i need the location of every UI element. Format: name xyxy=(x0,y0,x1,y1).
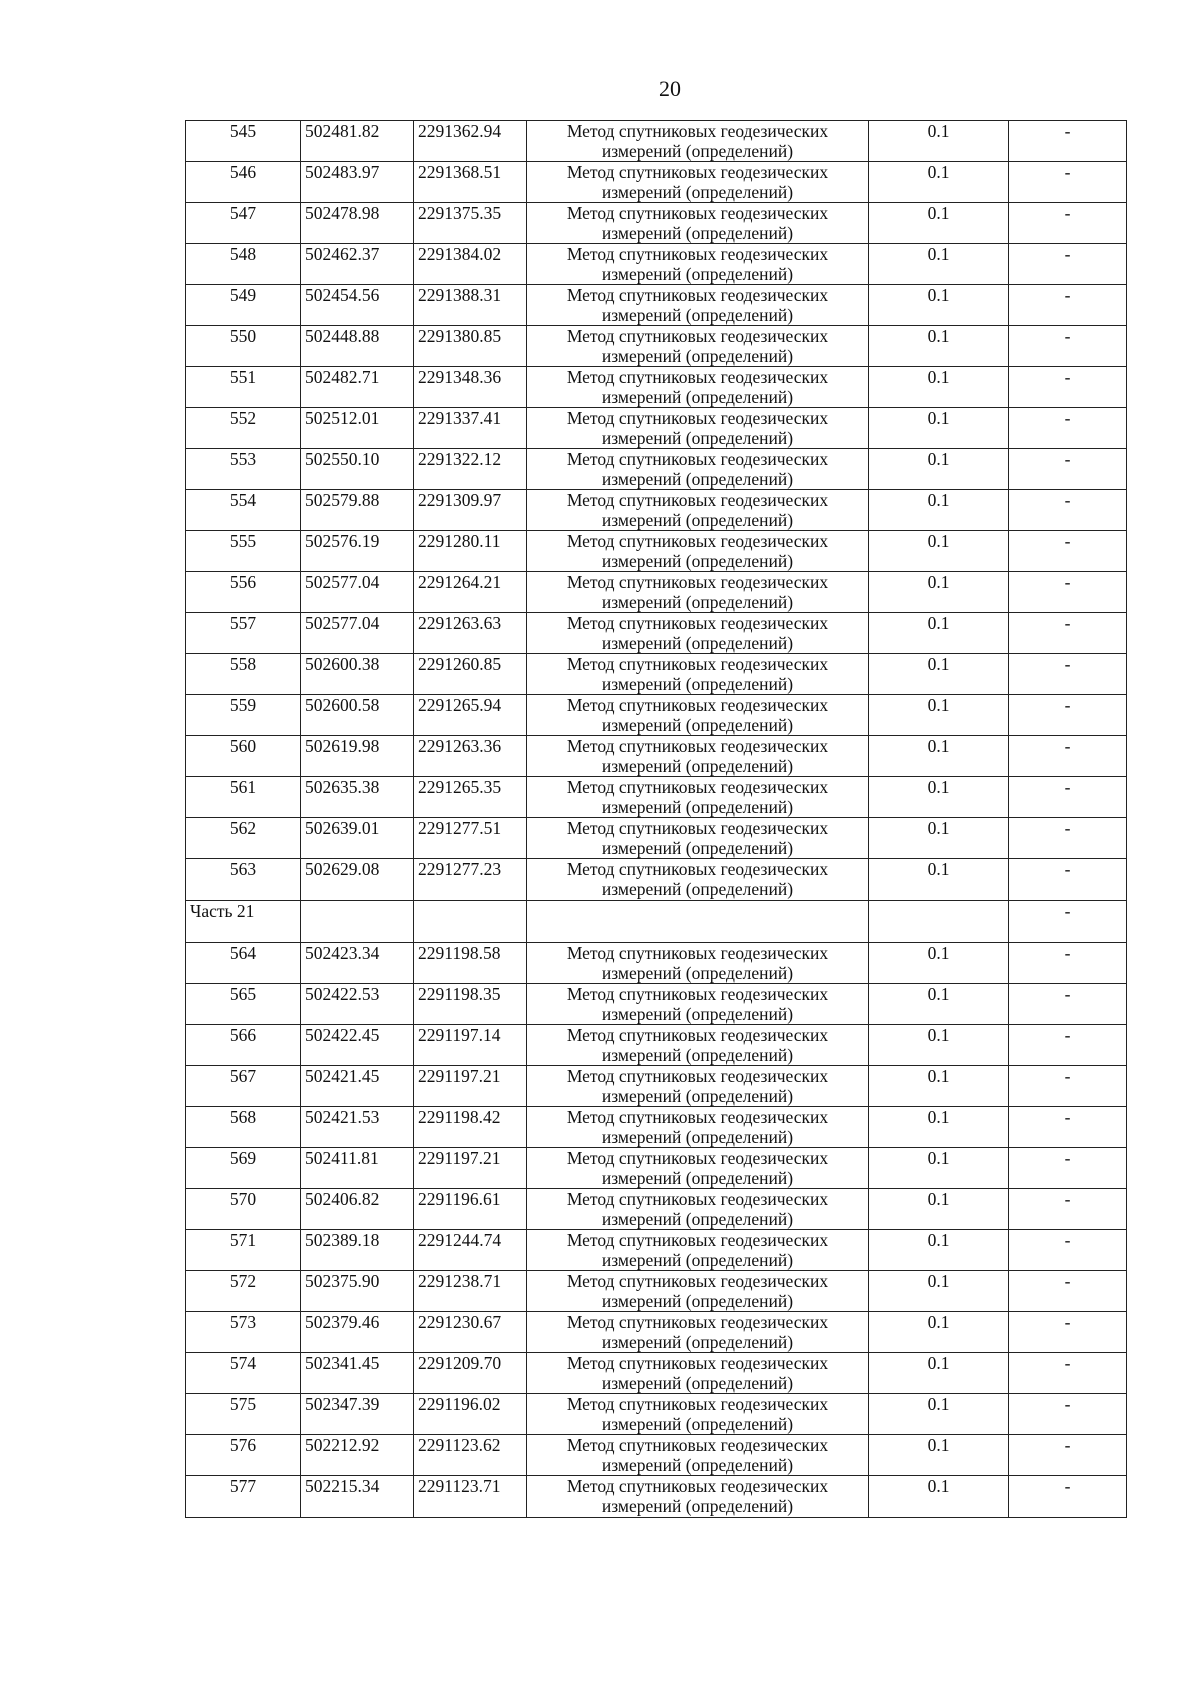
table-body-part-21 xyxy=(186,943,1127,1518)
coordinate-x: 502576.19 xyxy=(301,531,414,572)
accuracy-cell: 0.1 xyxy=(869,408,1009,449)
coordinate-y: 2291277.23 xyxy=(414,859,527,901)
coordinate-x: 502639.01 xyxy=(301,818,414,859)
table-row xyxy=(186,1435,1127,1476)
part-label: Часть 21 xyxy=(186,901,301,943)
point-number: 564 xyxy=(186,943,301,984)
method-cell: Метод спутниковых геодезических измерений (определений) xyxy=(527,818,869,859)
point-number: 554 xyxy=(186,490,301,531)
coordinate-y: 2291197.21 xyxy=(414,1148,527,1189)
coordinate-x: 502481.82 xyxy=(301,121,414,162)
coordinate-x: 502600.58 xyxy=(301,695,414,736)
page-number: 20 xyxy=(659,76,681,101)
method-cell: Метод спутниковых геодезических измерений (определений) xyxy=(527,572,869,613)
table-row xyxy=(186,244,1127,285)
table-row xyxy=(186,1394,1127,1435)
part-header-row xyxy=(186,901,1127,943)
coordinate-x: 502448.88 xyxy=(301,326,414,367)
coordinate-y: 2291238.71 xyxy=(414,1271,527,1312)
coordinate-x: 502422.53 xyxy=(301,984,414,1025)
point-number: 547 xyxy=(186,203,301,244)
coordinate-x: 502411.81 xyxy=(301,1148,414,1189)
accuracy-cell: 0.1 xyxy=(869,326,1009,367)
table-row xyxy=(186,449,1127,490)
point-number: 548 xyxy=(186,244,301,285)
table-row xyxy=(186,1312,1127,1353)
accuracy-cell: 0.1 xyxy=(869,1148,1009,1189)
method-cell: Метод спутниковых геодезических измерений (определений) xyxy=(527,654,869,695)
extra-cell: - xyxy=(1009,777,1127,818)
extra-cell: - xyxy=(1009,654,1127,695)
accuracy-cell: 0.1 xyxy=(869,1394,1009,1435)
coordinate-x: 502212.92 xyxy=(301,1435,414,1476)
accuracy-cell: 0.1 xyxy=(869,1353,1009,1394)
point-number: 576 xyxy=(186,1435,301,1476)
coordinate-x: 502600.38 xyxy=(301,654,414,695)
coordinate-x: 502462.37 xyxy=(301,244,414,285)
coordinate-y: 2291388.31 xyxy=(414,285,527,326)
point-number: 566 xyxy=(186,1025,301,1066)
table-row xyxy=(186,1230,1127,1271)
coordinate-y: 2291264.21 xyxy=(414,572,527,613)
table-row xyxy=(186,1107,1127,1148)
coordinate-x: 502478.98 xyxy=(301,203,414,244)
accuracy-cell: 0.1 xyxy=(869,1230,1009,1271)
accuracy-cell: 0.1 xyxy=(869,1189,1009,1230)
coordinates-table xyxy=(185,120,1127,1518)
extra-cell: - xyxy=(1009,859,1127,901)
method-cell: Метод спутниковых геодезических измерений (определений) xyxy=(527,1107,869,1148)
coordinate-y: 2291198.58 xyxy=(414,943,527,984)
coordinate-y: 2291263.36 xyxy=(414,736,527,777)
accuracy-cell: 0.1 xyxy=(869,1025,1009,1066)
table-row xyxy=(186,695,1127,736)
method-cell: Метод спутниковых геодезических измерений (определений) xyxy=(527,1148,869,1189)
coordinate-y: 2291260.85 xyxy=(414,654,527,695)
coordinate-y: 2291263.63 xyxy=(414,613,527,654)
accuracy-cell: 0.1 xyxy=(869,1066,1009,1107)
extra-cell: - xyxy=(1009,572,1127,613)
table-row xyxy=(186,1353,1127,1394)
extra-cell: - xyxy=(1009,695,1127,736)
table-row xyxy=(186,203,1127,244)
coordinate-x: 502421.53 xyxy=(301,1107,414,1148)
method-cell: Метод спутниковых геодезических измерений (определений) xyxy=(527,1353,869,1394)
method-cell: Метод спутниковых геодезических измерений (определений) xyxy=(527,531,869,572)
table-row xyxy=(186,1148,1127,1189)
point-number: 577 xyxy=(186,1476,301,1518)
point-number: 555 xyxy=(186,531,301,572)
coordinate-x: 502406.82 xyxy=(301,1189,414,1230)
point-number: 551 xyxy=(186,367,301,408)
part-extra: - xyxy=(1009,901,1127,943)
coordinate-x: 502483.97 xyxy=(301,162,414,203)
coordinate-y: 2291309.97 xyxy=(414,490,527,531)
coordinate-y: 2291265.94 xyxy=(414,695,527,736)
empty-cell xyxy=(869,901,1009,943)
coordinate-y: 2291198.42 xyxy=(414,1107,527,1148)
accuracy-cell: 0.1 xyxy=(869,1107,1009,1148)
extra-cell: - xyxy=(1009,1435,1127,1476)
point-number: 561 xyxy=(186,777,301,818)
point-number: 571 xyxy=(186,1230,301,1271)
method-cell: Метод спутниковых геодезических измерений (определений) xyxy=(527,943,869,984)
point-number: 562 xyxy=(186,818,301,859)
accuracy-cell: 0.1 xyxy=(869,984,1009,1025)
table-row xyxy=(186,984,1127,1025)
point-number: 569 xyxy=(186,1148,301,1189)
table-row xyxy=(186,1025,1127,1066)
coordinate-y: 2291337.41 xyxy=(414,408,527,449)
method-cell: Метод спутниковых геодезических измерений (определений) xyxy=(527,695,869,736)
method-cell: Метод спутниковых геодезических измерений (определений) xyxy=(527,859,869,901)
method-cell: Метод спутниковых геодезических измерений (определений) xyxy=(527,1025,869,1066)
table-row xyxy=(186,1476,1127,1518)
method-cell: Метод спутниковых геодезических измерений (определений) xyxy=(527,244,869,285)
coordinate-x: 502512.01 xyxy=(301,408,414,449)
coordinate-x: 502619.98 xyxy=(301,736,414,777)
extra-cell: - xyxy=(1009,984,1127,1025)
table-row xyxy=(186,818,1127,859)
point-number: 563 xyxy=(186,859,301,901)
method-cell: Метод спутниковых геодезических измерений (определений) xyxy=(527,1394,869,1435)
coordinate-y: 2291277.51 xyxy=(414,818,527,859)
coordinate-y: 2291322.12 xyxy=(414,449,527,490)
point-number: 568 xyxy=(186,1107,301,1148)
accuracy-cell: 0.1 xyxy=(869,1476,1009,1518)
coordinate-y: 2291348.36 xyxy=(414,367,527,408)
method-cell: Метод спутниковых геодезических измерений (определений) xyxy=(527,121,869,162)
extra-cell: - xyxy=(1009,1312,1127,1353)
accuracy-cell: 0.1 xyxy=(869,490,1009,531)
coordinate-x: 502454.56 xyxy=(301,285,414,326)
method-cell: Метод спутниковых геодезических измерений (определений) xyxy=(527,1312,869,1353)
accuracy-cell: 0.1 xyxy=(869,449,1009,490)
accuracy-cell: 0.1 xyxy=(869,121,1009,162)
method-cell: Метод спутниковых геодезических измерений (определений) xyxy=(527,1435,869,1476)
empty-cell xyxy=(301,901,414,943)
coordinate-y: 2291280.11 xyxy=(414,531,527,572)
method-cell: Метод спутниковых геодезических измерений (определений) xyxy=(527,1271,869,1312)
extra-cell: - xyxy=(1009,121,1127,162)
coordinate-x: 502347.39 xyxy=(301,1394,414,1435)
extra-cell: - xyxy=(1009,1353,1127,1394)
extra-cell: - xyxy=(1009,408,1127,449)
accuracy-cell: 0.1 xyxy=(869,285,1009,326)
accuracy-cell: 0.1 xyxy=(869,613,1009,654)
point-number: 572 xyxy=(186,1271,301,1312)
table-row xyxy=(186,777,1127,818)
method-cell: Метод спутниковых геодезических измерений (определений) xyxy=(527,367,869,408)
table-row xyxy=(186,943,1127,984)
extra-cell: - xyxy=(1009,162,1127,203)
coordinate-x: 502215.34 xyxy=(301,1476,414,1518)
extra-cell: - xyxy=(1009,1394,1127,1435)
method-cell: Метод спутниковых геодезических измерений (определений) xyxy=(527,449,869,490)
method-cell: Метод спутниковых геодезических измерений (определений) xyxy=(527,736,869,777)
table-row xyxy=(186,121,1127,162)
point-number: 558 xyxy=(186,654,301,695)
table-row xyxy=(186,1189,1127,1230)
point-number: 570 xyxy=(186,1189,301,1230)
point-number: 560 xyxy=(186,736,301,777)
accuracy-cell: 0.1 xyxy=(869,859,1009,901)
accuracy-cell: 0.1 xyxy=(869,1312,1009,1353)
coordinate-x: 502577.04 xyxy=(301,572,414,613)
method-cell: Метод спутниковых геодезических измерений (определений) xyxy=(527,203,869,244)
coordinate-x: 502482.71 xyxy=(301,367,414,408)
coordinate-x: 502389.18 xyxy=(301,1230,414,1271)
accuracy-cell: 0.1 xyxy=(869,203,1009,244)
coordinate-y: 2291123.71 xyxy=(414,1476,527,1518)
accuracy-cell: 0.1 xyxy=(869,572,1009,613)
method-cell: Метод спутниковых геодезических измерений (определений) xyxy=(527,613,869,654)
coordinate-x: 502577.04 xyxy=(301,613,414,654)
point-number: 565 xyxy=(186,984,301,1025)
coordinate-y: 2291362.94 xyxy=(414,121,527,162)
extra-cell: - xyxy=(1009,1189,1127,1230)
accuracy-cell: 0.1 xyxy=(869,1435,1009,1476)
coordinate-y: 2291230.67 xyxy=(414,1312,527,1353)
coordinate-x: 502341.45 xyxy=(301,1353,414,1394)
coordinate-x: 502550.10 xyxy=(301,449,414,490)
extra-cell: - xyxy=(1009,1025,1127,1066)
coordinate-y: 2291265.35 xyxy=(414,777,527,818)
table-row xyxy=(186,285,1127,326)
extra-cell: - xyxy=(1009,1066,1127,1107)
method-cell: Метод спутниковых геодезических измерений (определений) xyxy=(527,490,869,531)
point-number: 552 xyxy=(186,408,301,449)
coordinate-y: 2291380.85 xyxy=(414,326,527,367)
coordinate-y: 2291375.35 xyxy=(414,203,527,244)
table-row xyxy=(186,531,1127,572)
point-number: 574 xyxy=(186,1353,301,1394)
coordinate-x: 502423.34 xyxy=(301,943,414,984)
table-row xyxy=(186,367,1127,408)
accuracy-cell: 0.1 xyxy=(869,531,1009,572)
table-row xyxy=(186,613,1127,654)
accuracy-cell: 0.1 xyxy=(869,943,1009,984)
accuracy-cell: 0.1 xyxy=(869,695,1009,736)
extra-cell: - xyxy=(1009,613,1127,654)
extra-cell: - xyxy=(1009,1271,1127,1312)
coordinate-x: 502629.08 xyxy=(301,859,414,901)
accuracy-cell: 0.1 xyxy=(869,244,1009,285)
extra-cell: - xyxy=(1009,367,1127,408)
point-number: 559 xyxy=(186,695,301,736)
coordinate-y: 2291196.02 xyxy=(414,1394,527,1435)
point-number: 546 xyxy=(186,162,301,203)
method-cell: Метод спутниковых геодезических измерений (определений) xyxy=(527,408,869,449)
table-row xyxy=(186,654,1127,695)
point-number: 557 xyxy=(186,613,301,654)
method-cell: Метод спутниковых геодезических измерений (определений) xyxy=(527,162,869,203)
table-row xyxy=(186,408,1127,449)
coordinate-y: 2291198.35 xyxy=(414,984,527,1025)
coordinate-x: 502421.45 xyxy=(301,1066,414,1107)
extra-cell: - xyxy=(1009,449,1127,490)
coordinate-x: 502375.90 xyxy=(301,1271,414,1312)
coordinate-x: 502379.46 xyxy=(301,1312,414,1353)
accuracy-cell: 0.1 xyxy=(869,777,1009,818)
point-number: 575 xyxy=(186,1394,301,1435)
method-cell: Метод спутниковых геодезических измерений (определений) xyxy=(527,1476,869,1518)
table-row xyxy=(186,572,1127,613)
empty-cell xyxy=(527,901,869,943)
method-cell: Метод спутниковых геодезических измерений (определений) xyxy=(527,285,869,326)
extra-cell: - xyxy=(1009,285,1127,326)
extra-cell: - xyxy=(1009,736,1127,777)
method-cell: Метод спутниковых геодезических измерений (определений) xyxy=(527,1230,869,1271)
extra-cell: - xyxy=(1009,531,1127,572)
coordinate-y: 2291368.51 xyxy=(414,162,527,203)
accuracy-cell: 0.1 xyxy=(869,736,1009,777)
coordinate-x: 502422.45 xyxy=(301,1025,414,1066)
extra-cell: - xyxy=(1009,1230,1127,1271)
empty-cell xyxy=(414,901,527,943)
point-number: 549 xyxy=(186,285,301,326)
extra-cell: - xyxy=(1009,326,1127,367)
method-cell: Метод спутниковых геодезических измерений (определений) xyxy=(527,1189,869,1230)
point-number: 556 xyxy=(186,572,301,613)
table-row xyxy=(186,162,1127,203)
accuracy-cell: 0.1 xyxy=(869,818,1009,859)
point-number: 553 xyxy=(186,449,301,490)
coordinate-y: 2291197.14 xyxy=(414,1025,527,1066)
point-number: 550 xyxy=(186,326,301,367)
point-number: 545 xyxy=(186,121,301,162)
coordinate-y: 2291209.70 xyxy=(414,1353,527,1394)
table-row xyxy=(186,736,1127,777)
method-cell: Метод спутниковых геодезических измерений (определений) xyxy=(527,326,869,367)
point-number: 567 xyxy=(186,1066,301,1107)
table-row xyxy=(186,1271,1127,1312)
point-number: 573 xyxy=(186,1312,301,1353)
coordinate-y: 2291196.61 xyxy=(414,1189,527,1230)
accuracy-cell: 0.1 xyxy=(869,162,1009,203)
extra-cell: - xyxy=(1009,203,1127,244)
coordinate-x: 502579.88 xyxy=(301,490,414,531)
table-row xyxy=(186,859,1127,901)
accuracy-cell: 0.1 xyxy=(869,654,1009,695)
extra-cell: - xyxy=(1009,818,1127,859)
extra-cell: - xyxy=(1009,1148,1127,1189)
extra-cell: - xyxy=(1009,244,1127,285)
extra-cell: - xyxy=(1009,1107,1127,1148)
table-row xyxy=(186,1066,1127,1107)
table-row xyxy=(186,490,1127,531)
coordinate-y: 2291123.62 xyxy=(414,1435,527,1476)
method-cell: Метод спутниковых геодезических измерений (определений) xyxy=(527,984,869,1025)
coordinate-y: 2291384.02 xyxy=(414,244,527,285)
table-row xyxy=(186,326,1127,367)
coordinate-y: 2291197.21 xyxy=(414,1066,527,1107)
accuracy-cell: 0.1 xyxy=(869,1271,1009,1312)
coordinate-x: 502635.38 xyxy=(301,777,414,818)
extra-cell: - xyxy=(1009,490,1127,531)
method-cell: Метод спутниковых геодезических измерений (определений) xyxy=(527,777,869,818)
table-body-part-header xyxy=(186,901,1127,943)
extra-cell: - xyxy=(1009,943,1127,984)
table-body-part-20 xyxy=(186,121,1127,901)
method-cell: Метод спутниковых геодезических измерений (определений) xyxy=(527,1066,869,1107)
extra-cell: - xyxy=(1009,1476,1127,1518)
coordinate-y: 2291244.74 xyxy=(414,1230,527,1271)
accuracy-cell: 0.1 xyxy=(869,367,1009,408)
